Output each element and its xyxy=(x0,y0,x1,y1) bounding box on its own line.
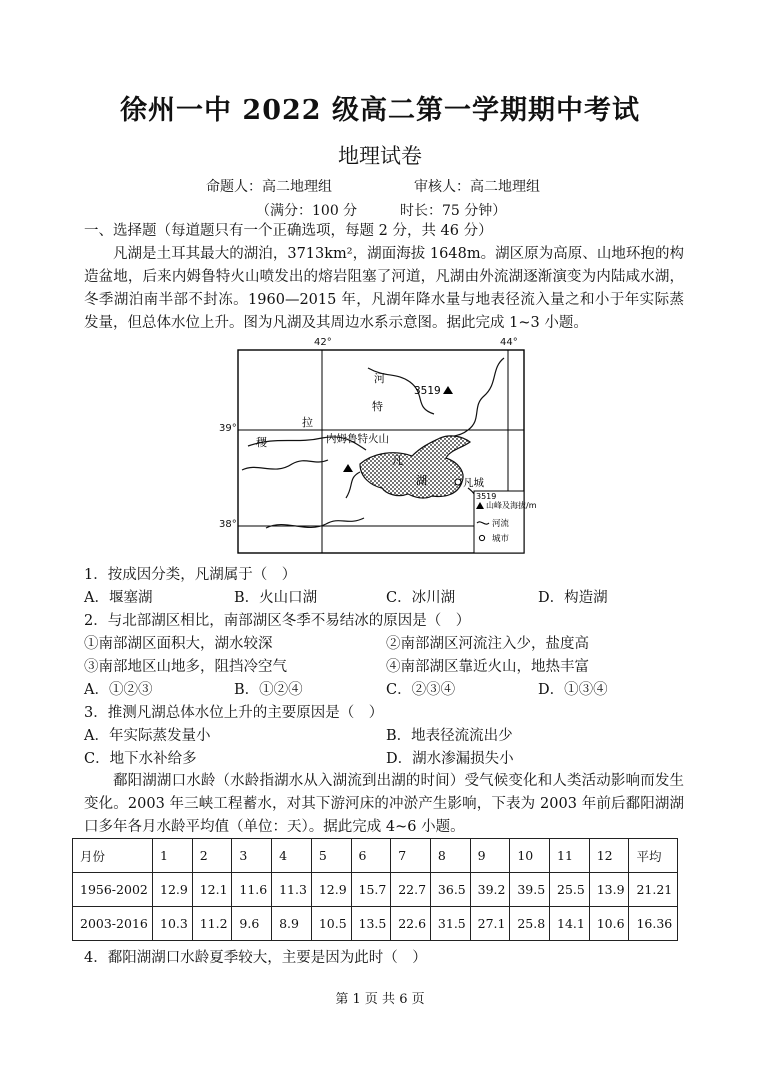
lat-label-38: 38° xyxy=(219,519,237,530)
table-header-cell: 9 xyxy=(470,839,510,873)
table-cell: 15.7 xyxy=(351,873,391,907)
table-cell: 13.9 xyxy=(589,873,629,907)
river-char-1: 河 xyxy=(374,372,385,385)
van-lake-map xyxy=(236,338,537,556)
legend-peak-label: 山峰及海拔/m xyxy=(486,501,537,510)
table-header-cell: 8 xyxy=(430,839,470,873)
volcano-label: 内姆鲁特火山 xyxy=(326,433,389,445)
q4-stem: 4．鄱阳湖湖口水龄夏季较大，主要是因为此时（ ） xyxy=(84,950,427,966)
table-cell: 31.5 xyxy=(430,907,470,941)
table-header-row xyxy=(73,839,678,873)
table-header-cell: 5 xyxy=(311,839,351,873)
q2-statement-4: ④南部湖区靠近火山，地热丰富 xyxy=(386,659,589,675)
table-cell: 13.5 xyxy=(351,907,391,941)
city-label: 凡城 xyxy=(463,477,484,489)
q1-option-a: A．堰塞湖 xyxy=(84,590,153,606)
q2-option-d: D．①③④ xyxy=(538,682,608,698)
q3-option-c: C．地下水补给多 xyxy=(84,751,197,767)
table-cell: 14.1 xyxy=(550,907,590,941)
legend-peak-value: 3519 xyxy=(476,492,497,501)
table-cell: 10.3 xyxy=(153,907,193,941)
q3-stem: 3．推测凡湖总体水位上升的主要原因是（ ） xyxy=(84,705,384,721)
q2-statement-3: ③南部地区山地多，阻挡冷空气 xyxy=(84,659,287,675)
legend-city-label: 城市 xyxy=(492,534,510,544)
table-header-cell: 12 xyxy=(589,839,629,873)
table-cell: 22.7 xyxy=(391,873,431,907)
q2-option-b: B．①②④ xyxy=(234,682,303,698)
q1-option-d: D．构造湖 xyxy=(538,590,608,606)
river-char-2: 特 xyxy=(372,400,383,413)
table-cell: 36.5 xyxy=(430,873,470,907)
table-header-cell: 月份 xyxy=(73,839,153,873)
table-cell: 10.5 xyxy=(311,907,351,941)
exam-title: 徐州一中 2022 级高二第一学期期中考试 xyxy=(120,95,640,126)
table-cell: 8.9 xyxy=(272,907,312,941)
table-header-cell: 6 xyxy=(351,839,391,873)
passage-van-lake: 凡湖是土耳其最大的湖泊，3713km²，湖面海拔 1648m。湖区原为高原、山地环抱的构造盆地，后来内姆鲁特火山喷发出的熔岩阻塞了河道，凡湖由外流湖逐渐演变为内陆咸水湖，冬季湖泊南半部不封冻。1960—2015 年，凡湖年降水量与地表径流入量之和小于年实际蒸发量，但总体水位上升。图为凡湖及其周边水系示意图。据此完成 1~3 小题。 xyxy=(84,246,684,331)
table-cell: 27.1 xyxy=(470,907,510,941)
river-char-3: 拉 xyxy=(302,416,313,429)
table-cell: 1956-2002 xyxy=(73,873,153,907)
table-cell: 25.8 xyxy=(510,907,550,941)
q3-option-b: B．地表径流流出少 xyxy=(386,728,513,744)
table-cell: 39.5 xyxy=(510,873,550,907)
table-cell: 11.3 xyxy=(272,873,312,907)
q3-option-a: A．年实际蒸发量小 xyxy=(84,728,211,744)
section-heading: 一、选择题（每道题只有一个正确选项，每题 2 分，共 46 分） xyxy=(84,223,493,239)
legend-river-label: 河流 xyxy=(492,519,510,529)
q1-option-c: C．冰川湖 xyxy=(386,590,456,606)
q2-statement-2: ②南部湖区河流注入少，盐度高 xyxy=(386,636,589,652)
table-cell: 21.21 xyxy=(629,873,678,907)
passage-poyang-lake: 鄱阳湖湖口水龄（水龄指湖水从入湖流到出湖的时间）受气候变化和人类活动影响而发生变化。2003 年三峡工程蓄水，对其下游河床的冲淤产生影响，下表为 2003 年前后鄱阳湖湖口多年各月水龄平均值（单位：天）。据此完成 4~6 小题。 xyxy=(84,773,684,835)
q1-stem: 1．按成因分类，凡湖属于（ ） xyxy=(84,567,297,583)
q2-option-a: A．①②③ xyxy=(84,682,153,698)
legend-city-icon xyxy=(479,535,484,540)
table-header-cell: 2 xyxy=(192,839,232,873)
q2-stem: 2．与北部湖区相比，南部湖区冬季不易结冰的原因是（ ） xyxy=(84,613,471,629)
table-header-cell: 4 xyxy=(272,839,312,873)
lon-label-42: 42° xyxy=(314,337,332,348)
lake-char-1: 凡 xyxy=(392,454,403,467)
table-cell: 10.6 xyxy=(589,907,629,941)
river-char-4: 稷 xyxy=(256,436,267,449)
table-cell: 22.6 xyxy=(391,907,431,941)
exam-subtitle: 地理试卷 xyxy=(338,144,422,168)
table-cell: 12.9 xyxy=(153,873,193,907)
reviewer-line: 审核人：高二地理组 xyxy=(414,179,540,195)
city-icon xyxy=(455,479,461,485)
table-cell: 11.6 xyxy=(232,873,272,907)
table-header-cell: 1 xyxy=(153,839,193,873)
lake-char-2: 湖 xyxy=(416,474,427,487)
table-cell: 2003-2016 xyxy=(73,907,153,941)
lon-label-44: 44° xyxy=(500,337,518,348)
score-line: （满分：100 分 xyxy=(256,203,358,219)
table-cell: 11.2 xyxy=(192,907,232,941)
page-number: 第 1 页 共 6 页 xyxy=(335,992,425,1007)
table-header-cell: 10 xyxy=(510,839,550,873)
q1-option-b: B．火山口湖 xyxy=(234,590,318,606)
duration-line: 时长：75 分钟） xyxy=(400,203,507,219)
water-age-table xyxy=(72,838,678,941)
table-cell: 12.9 xyxy=(311,873,351,907)
table-cell: 12.1 xyxy=(192,873,232,907)
table-cell: 16.36 xyxy=(629,907,678,941)
peak-label: 3519 xyxy=(414,385,441,397)
table-cell: 25.5 xyxy=(550,873,590,907)
author-line: 命题人：高二地理组 xyxy=(206,179,332,195)
table-cell: 39.2 xyxy=(470,873,510,907)
q3-option-d: D．湖水渗漏损失小 xyxy=(386,751,514,767)
lat-label-39: 39° xyxy=(219,423,237,434)
table-header-cell: 11 xyxy=(550,839,590,873)
q2-statement-1: ①南部湖区面积大，湖水较深 xyxy=(84,636,273,652)
table-header-cell: 平均 xyxy=(629,839,678,873)
q2-option-c: C．②③④ xyxy=(386,682,456,698)
table-row xyxy=(73,907,678,941)
table-row xyxy=(73,873,678,907)
table-cell: 9.6 xyxy=(232,907,272,941)
table-header-cell: 3 xyxy=(232,839,272,873)
table-header-cell: 7 xyxy=(391,839,431,873)
